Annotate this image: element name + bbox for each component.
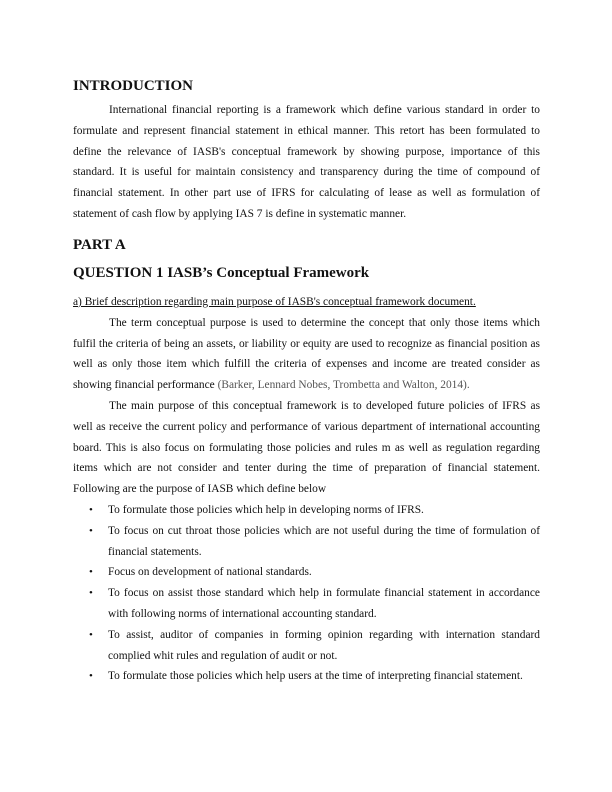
list-item — [73, 583, 540, 625]
bullet-icon: • — [89, 670, 93, 683]
page-content — [73, 76, 540, 687]
bullet-icon: • — [89, 503, 93, 516]
purpose-bullet-list — [73, 500, 540, 687]
list-item-text: To formulate those policies which help in developing norms of IFRS. — [108, 503, 424, 516]
list-item-text: To focus on cut throat those policies which are not useful during the time of formulation of financial statements. — [108, 524, 540, 558]
list-item — [73, 625, 540, 667]
paragraph1-text: The term conceptual purpose is used to determine the concept that only those items which fulfil the criteria of being an assets, or liability or equity are used to recognize as financial position as well as only those item which fulfill the criteria of expenses and income are treated consider as showing financial performance — [73, 316, 540, 392]
list-item-text: Focus on development of national standards. — [108, 566, 312, 579]
bullet-icon: • — [89, 628, 93, 641]
introduction-paragraph: International financial reporting is a framework which define various standard in order to formulate and represent financial statement in ethical manner. This retort has been formulated to define the relevance of IASB's conceptual framework by showing purpose, importance of this standard. It is useful for maintain consistency and transparency during the time of compound of financial statement. In other part use of IFRS for calculating of lease as well as formulation of statement of cash flow by applying IAS 7 is define in systematic manner. — [73, 104, 540, 220]
list-item — [73, 521, 540, 563]
list-item-text: To assist, auditor of companies in forming opinion regarding with internation standard complied whit rules and regulation of audit or not. — [108, 628, 540, 662]
citation: (Barker, Lennard Nobes, Trombetta and Walton, 2014). — [217, 379, 470, 392]
list-item-text: To formulate those policies which help users at the time of interpreting financial statement. — [108, 670, 523, 683]
bullet-icon: • — [89, 524, 93, 537]
bullet-icon: • — [89, 587, 93, 600]
list-item — [73, 666, 540, 687]
question1-heading: QUESTION 1 IASB’s Conceptual Framework — [73, 264, 370, 281]
list-item — [73, 500, 540, 521]
list-item-text: To focus on assist those standard which help in formulate financial statement in accordance with following norms of international accounting standard. — [108, 587, 540, 620]
bullet-icon: • — [89, 566, 93, 579]
question1-paragraph1 — [73, 313, 540, 396]
part-a-heading: PART A — [73, 236, 126, 253]
question1-subheading: a) Brief description regarding main purpose of IASB's conceptual framework document. — [73, 295, 476, 308]
list-item — [73, 562, 540, 583]
question1-paragraph2: The main purpose of this conceptual framework is to developed future policies of IFRS as well as receive the current policy and performance of various department of international accounting board. This is also focus on formulating those policies and rules m as well as regulation regarding items which are not consider and tenter during the time of preparation of financial statement. Following are the purpose of IASB which define below — [73, 399, 540, 496]
introduction-heading: INTRODUCTION — [73, 78, 194, 94]
